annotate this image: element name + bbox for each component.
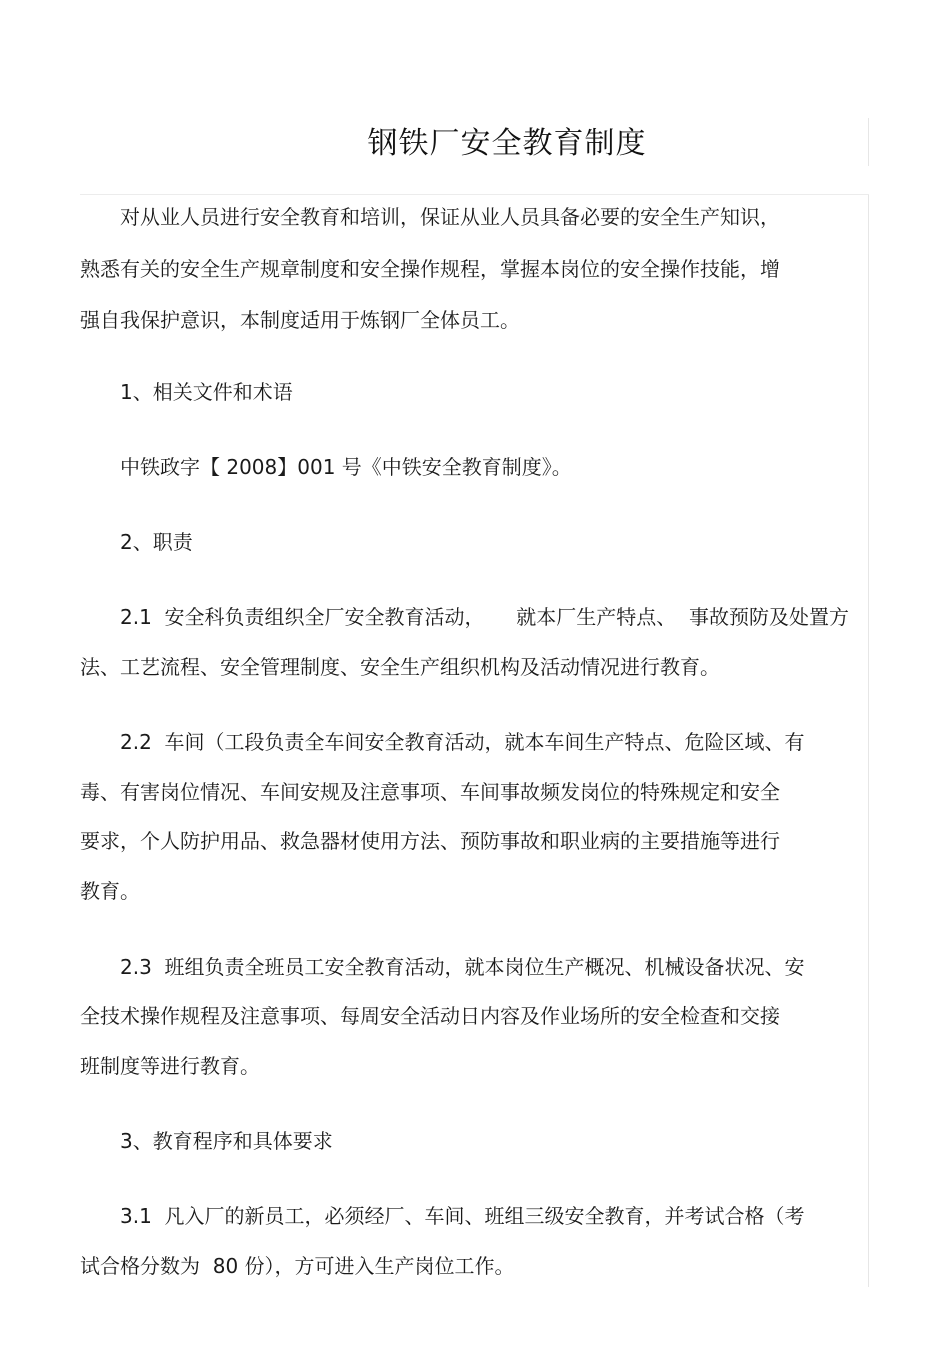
page-edge-divider — [868, 195, 869, 1287]
paragraph-line: 全技术操作规程及注意事项、每周安全活动日内容及作业场所的安全检查和交接 — [80, 1004, 780, 1028]
paragraph-line: 3.1 凡入厂的新员工，必须经厂、车间、班组三级安全教育，并考试合格（考 — [120, 1204, 805, 1228]
section-heading: 1、相关文件和术语 — [120, 380, 293, 404]
intro-line: 熟悉有关的安全生产规章制度和安全操作规程，掌握本岗位的安全操作技能，增 — [80, 257, 780, 281]
paragraph-line: 2.2 车间（工段负责全车间安全教育活动，就本车间生产特点、危险区域、有 — [120, 730, 805, 754]
reference-line: 中铁政字【 2008】001 号《中铁安全教育制度》。 — [120, 455, 572, 479]
paragraph-line: 试合格分数为 80 份），方可进入生产岗位工作。 — [80, 1254, 515, 1278]
section-heading: 2、职责 — [120, 530, 193, 554]
intro-line: 对从业人员进行安全教育和培训，保证从业人员具备必要的安全生产知识， — [120, 205, 780, 229]
paragraph-line: 毒、有害岗位情况、车间安规及注意事项、车间事故频发岗位的特殊规定和安全 — [80, 780, 780, 804]
paragraph-line: 教育。 — [80, 879, 140, 903]
paragraph-line: 要求，个人防护用品、救急器材使用方法、预防事故和职业病的主要措施等进行 — [80, 829, 780, 853]
document-title: 钢铁厂安全教育制度 — [367, 126, 647, 161]
paragraph-line: 2.3 班组负责全班员工安全教育活动，就本岗位生产概况、机械设备状况、安 — [120, 955, 805, 979]
paragraph-line: 法、工艺流程、安全管理制度、安全生产组织机构及活动情况进行教育。 — [80, 655, 720, 679]
paragraph-line: 2.1 安全科负责组织全厂安全教育活动， 就本厂生产特点、 事故预防及处置方 — [120, 605, 850, 629]
section-heading: 3、教育程序和具体要求 — [120, 1129, 333, 1153]
header-divider — [80, 194, 869, 195]
intro-line: 强自我保护意识，本制度适用于炼钢厂全体员工。 — [80, 308, 520, 332]
paragraph-line: 班制度等进行教育。 — [80, 1054, 260, 1078]
